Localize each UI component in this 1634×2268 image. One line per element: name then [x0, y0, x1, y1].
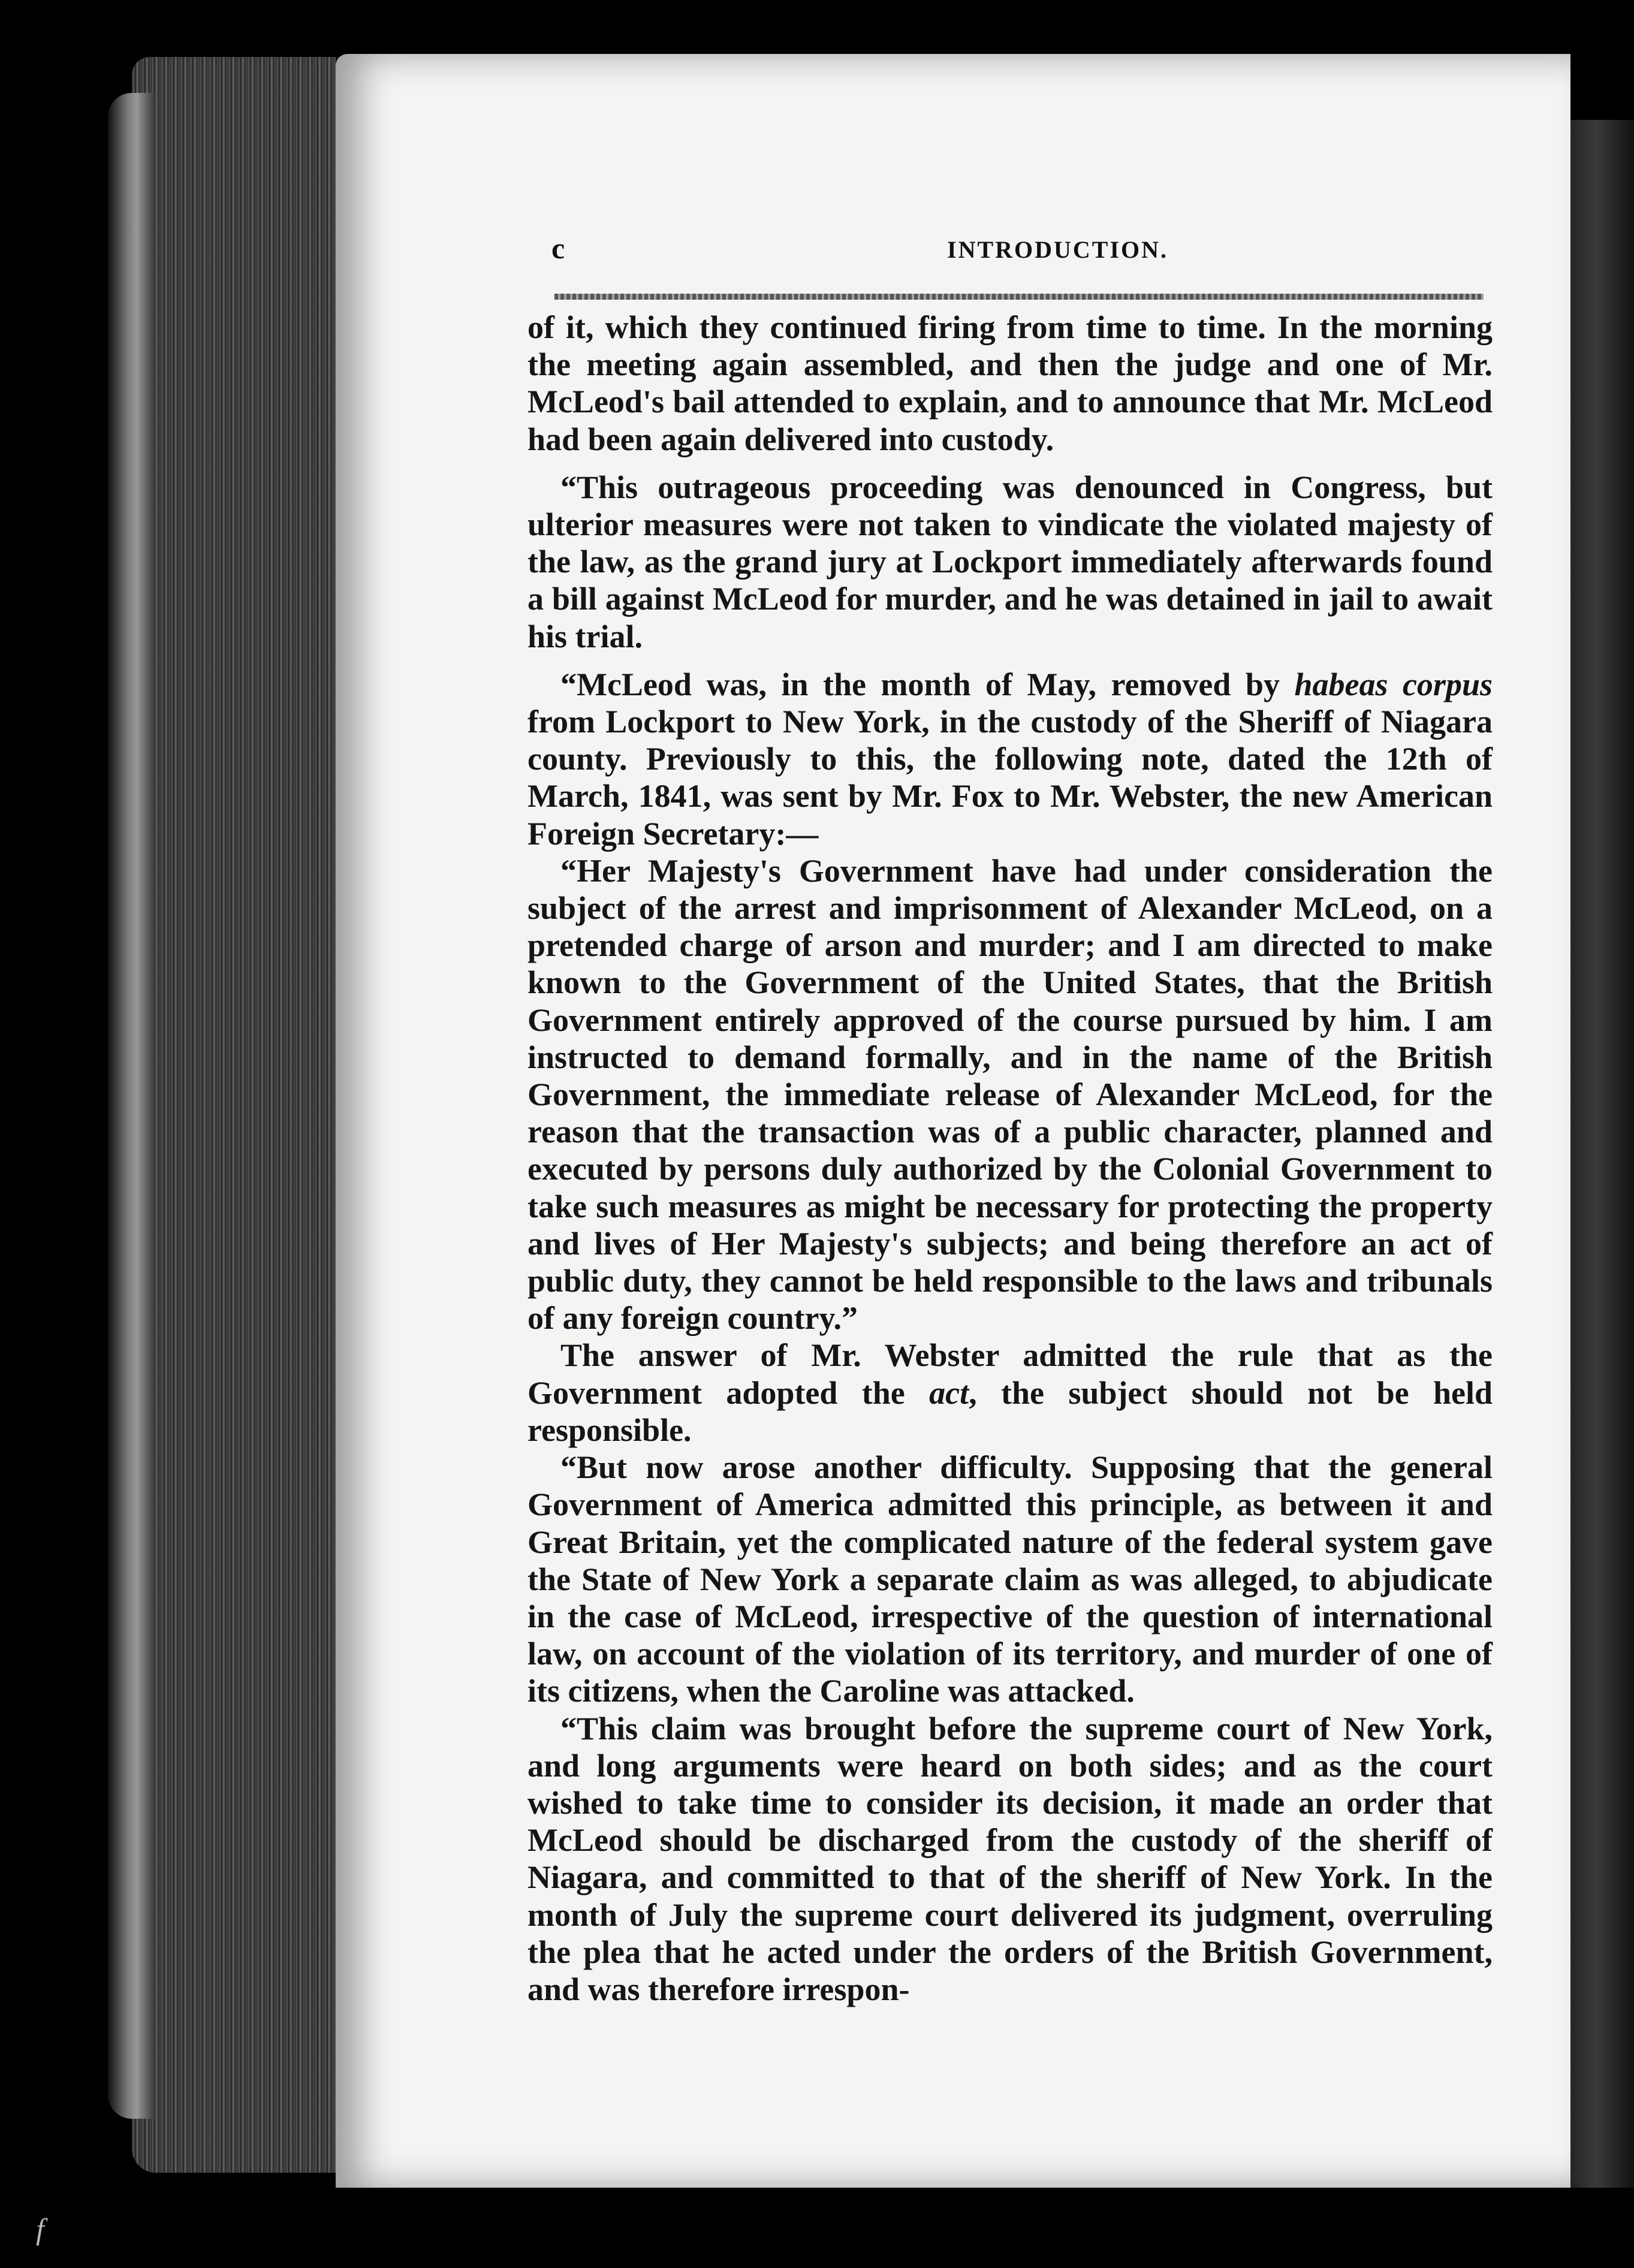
paragraph: The answer of Mr. Webster admitted the rule that as the Government adopted the act, the subject should not be held responsible.: [527, 1337, 1493, 1448]
paragraph: “This claim was brought before the supreme court of New York, and long arguments were heard on both sides; and as the court wished to take time to consider its decision, it made an order that McLeod should be discharged from the custody of the sheriff of Niagara, and committed to that of the sheriff of New York. In the month of July the supreme court delivered its judgment, overruling the plea that he acted under the orders of the British Government, and was therefore irrespon-: [527, 1710, 1493, 2007]
quoted-note: “Her Majesty's Government have had under consideration the subject of the arrest and imprisonment of Alexander McLeod, on a pretended charge of arson and murder; and I am directed to make known to the Government of the United States, that the British Government entirely approved of the course pursued by him. I am instructed to demand formally, and in the name of the British Government, the immediate release of Alexander McLeod, for the reason that the transaction was of a public character, planned and executed by persons duly authorized by the Colonial Government to take such measures as might be necessary for protecting the property and lives of Her Majesty's subjects; and being therefore an act of public duty, they cannot be held responsible to the laws and tribunals of any foreign country.”: [527, 852, 1493, 1337]
page-number: c: [551, 231, 565, 265]
paragraph: of it, which they continued firing from time to time. In the morning the meeting again assembled, and then the judge and one of Mr. McLeod's bail attended to explain, and to announce that Mr. McLeod had been again delivered into custody.: [527, 309, 1493, 457]
running-title: INTRODUCTION.: [947, 236, 1169, 263]
paragraph: “McLeod was, in the month of May, removed by habeas corpus from Lockport to New York, in the custody of the Sheriff of Niagara county. Previously to this, the following note, dated the 12th of March, 1841, was sent by Mr. Fox to Mr. Webster, the new American Foreign Secretary:—: [527, 666, 1493, 852]
paragraph: “But now arose another difficulty. Supposing that the general Government of America admitted this principle, as between it and Great Britain, yet the complicated nature of the federal system gave the State of New York a separate claim as was alleged, to abjudicate in the case of McLeod, irrespective of the question of international law, on account of the violation of its territory, and murder of one of its citizens, when the Caroline was attacked.: [527, 1449, 1493, 1709]
running-head: [551, 231, 1487, 273]
corner-mark: f: [36, 2212, 44, 2246]
page-body: [527, 309, 1493, 2008]
header-rule: [554, 294, 1484, 300]
paragraph: “This outrageous proceeding was denounced in Congress, but ulterior measures were not taken to vindicate the violated majesty of the law, as the grand jury at Lockport immediately afterwards found a bill against McLeod for murder, and he was detained in jail to await his trial.: [527, 469, 1493, 655]
